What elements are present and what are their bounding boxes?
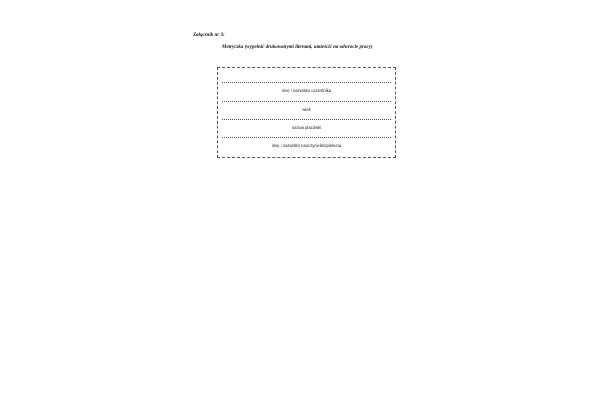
fill-in-line bbox=[222, 82, 391, 83]
fill-in-line bbox=[222, 137, 391, 138]
form-field-age bbox=[222, 101, 391, 112]
field-label: wiek bbox=[302, 107, 311, 112]
form-field-teacher-name bbox=[222, 137, 391, 148]
field-label: imię i nazwisko nauczyciela/opiekuna bbox=[271, 143, 342, 148]
instruction-text: Metryczka (wypełnić drukowanymi literami, umieścić na odwrocie pracy) bbox=[222, 45, 373, 50]
form-field-participant-name bbox=[222, 82, 391, 93]
fill-in-line bbox=[222, 101, 391, 102]
attachment-label: Załącznik nr 3: bbox=[193, 33, 225, 38]
form-field-institution bbox=[222, 119, 391, 130]
field-label: nazwa placówki bbox=[291, 125, 322, 130]
metric-form-box bbox=[217, 67, 396, 158]
field-label: imię i nazwisko uczestnika bbox=[281, 88, 332, 93]
fill-in-line bbox=[222, 119, 391, 120]
